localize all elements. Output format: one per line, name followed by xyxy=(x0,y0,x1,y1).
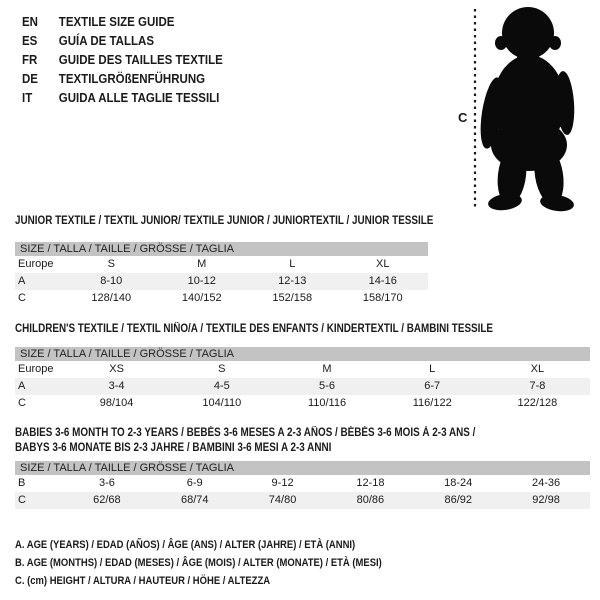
size-cell: M xyxy=(322,363,332,375)
age-cell: 3-6 xyxy=(98,477,115,489)
age-cell: 18-24 xyxy=(444,477,473,489)
size-header-bar: SIZE / TALLA / TAILLE / GRÖSSE / TAGLIA xyxy=(15,461,590,475)
baby-height-figure xyxy=(455,3,595,213)
age-cell: 3-4 xyxy=(108,380,125,392)
row-label: Europe xyxy=(18,258,54,270)
height-cell: 140/152 xyxy=(181,292,222,304)
legend-age-months: B. AGE (MONTHS) / EDAD (MESES) / ÂGE (MOIS) / ALTER (MONATE) / ETÀ (MESI) xyxy=(15,557,382,569)
table-row-height xyxy=(15,492,590,509)
size-cell: XL xyxy=(530,363,545,375)
height-cell: 122/128 xyxy=(517,397,558,409)
language-row-de xyxy=(22,70,223,89)
age-cell: 12-13 xyxy=(278,275,307,287)
table-row-height xyxy=(15,290,428,307)
language-row-en xyxy=(22,13,223,32)
size-cell: S xyxy=(107,258,115,270)
height-cell: 152/158 xyxy=(272,292,313,304)
legend-footnotes xyxy=(15,536,442,590)
size-header-bar: SIZE / TALLA / TAILLE / GRÖSSE / TAGLIA xyxy=(15,242,428,256)
language-code: DE xyxy=(22,72,38,86)
age-cell: 12-18 xyxy=(356,477,385,489)
guide-title-fr: GUIDE DES TAILLES TEXTILE xyxy=(58,53,223,67)
baby-silhouette-icon xyxy=(476,7,576,213)
language-row-fr xyxy=(22,51,223,70)
size-cell: M xyxy=(197,258,207,270)
age-cell: 7-8 xyxy=(529,380,546,392)
age-cell: 6-9 xyxy=(186,477,203,489)
language-code: EN xyxy=(22,15,38,29)
age-cell: 9-12 xyxy=(271,477,294,489)
size-cell: L xyxy=(289,258,296,270)
height-cell: 158/170 xyxy=(362,292,403,304)
table-row-europe xyxy=(15,361,590,378)
age-cell: 4-5 xyxy=(213,380,230,392)
size-cell: XL xyxy=(376,258,390,270)
children-section-title: CHILDREN'S TEXTILE / TEXTIL NIÑO/A / TEXTILE DES ENFANTS / KINDERTEXTIL / BAMBINI TESSILE xyxy=(15,323,494,335)
language-code: IT xyxy=(22,91,33,105)
height-cell: 128/140 xyxy=(91,292,132,304)
table-row-age xyxy=(15,378,590,395)
height-cell: 116/122 xyxy=(412,397,452,409)
row-label: C xyxy=(18,397,26,409)
size-header-bar: SIZE / TALLA / TAILLE / GRÖSSE / TAGLIA xyxy=(15,347,590,361)
legend-height: C. (cm) HEIGHT / ALTURA / HAUTEUR / HÖHE / ALTEZZA xyxy=(15,575,271,587)
legend-age-years: A. AGE (YEARS) / EDAD (AÑOS) / ÂGE (ANS) / ALTER (JAHRE) / ETÀ (ANNI) xyxy=(15,539,356,551)
table-row-height xyxy=(15,395,590,412)
language-code: FR xyxy=(22,53,38,67)
children-size-table xyxy=(15,347,590,412)
age-cell: 8-10 xyxy=(100,275,123,287)
junior-size-table xyxy=(15,242,428,307)
language-title-list xyxy=(22,13,240,108)
row-label: A xyxy=(18,380,26,392)
row-label: C xyxy=(18,292,26,304)
height-cell: 68/74 xyxy=(180,494,209,506)
language-code: ES xyxy=(22,34,38,48)
age-cell: 14-16 xyxy=(368,275,397,287)
size-cell: XS xyxy=(109,363,124,375)
row-label: C xyxy=(18,494,26,506)
table-row-age xyxy=(15,273,428,290)
height-cell: 92/98 xyxy=(532,494,560,506)
height-measure-label: C xyxy=(458,110,468,125)
guide-title-de: TEXTILGRÖßENFÜHRUNG xyxy=(58,72,206,86)
height-cell: 74/80 xyxy=(268,494,297,506)
age-cell: 24-36 xyxy=(531,477,561,489)
age-cell: 6-7 xyxy=(424,380,441,392)
size-cell: L xyxy=(429,363,436,375)
row-label: A xyxy=(18,275,26,287)
height-cell: 104/110 xyxy=(202,397,242,409)
table-row-age-months xyxy=(15,475,590,492)
height-cell: 98/104 xyxy=(99,397,134,409)
height-cell: 110/116 xyxy=(307,397,347,409)
language-row-it xyxy=(22,89,223,108)
table-row-europe xyxy=(15,256,428,273)
guide-title-en: TEXTILE SIZE GUIDE xyxy=(58,15,175,29)
guide-title-it: GUIDA ALLE TAGLIE TESSILI xyxy=(58,91,220,105)
language-row-es xyxy=(22,32,223,51)
babies-section-title: BABIES 3-6 MONTH TO 2-3 YEARS / BEBÉS 3-6 MESES A 2-3 AÑOS / BÉBÉS 3-6 MOIS À 2-3 ANS / BABYS 3-6 MONATE BIS 2-3 JAHRE / BAMBINI 3-6 MESI A 2-3 ANNI xyxy=(15,427,476,454)
size-cell: S xyxy=(218,363,226,375)
age-cell: 5-6 xyxy=(319,380,335,392)
row-label: Europe xyxy=(18,363,54,375)
height-cell: 80/86 xyxy=(356,494,385,506)
junior-section-title: JUNIOR TEXTILE / TEXTIL JUNIOR/ TEXTILE JUNIOR / JUNIORTEXTIL / JUNIOR TESSILE xyxy=(15,215,434,227)
guide-title-es: GUÍA DE TALLAS xyxy=(58,34,154,48)
height-cell: 86/92 xyxy=(444,494,472,506)
babies-size-table xyxy=(15,461,590,509)
height-cell: 62/68 xyxy=(93,494,121,506)
age-cell: 10-12 xyxy=(187,275,216,287)
row-label: B xyxy=(18,477,26,489)
